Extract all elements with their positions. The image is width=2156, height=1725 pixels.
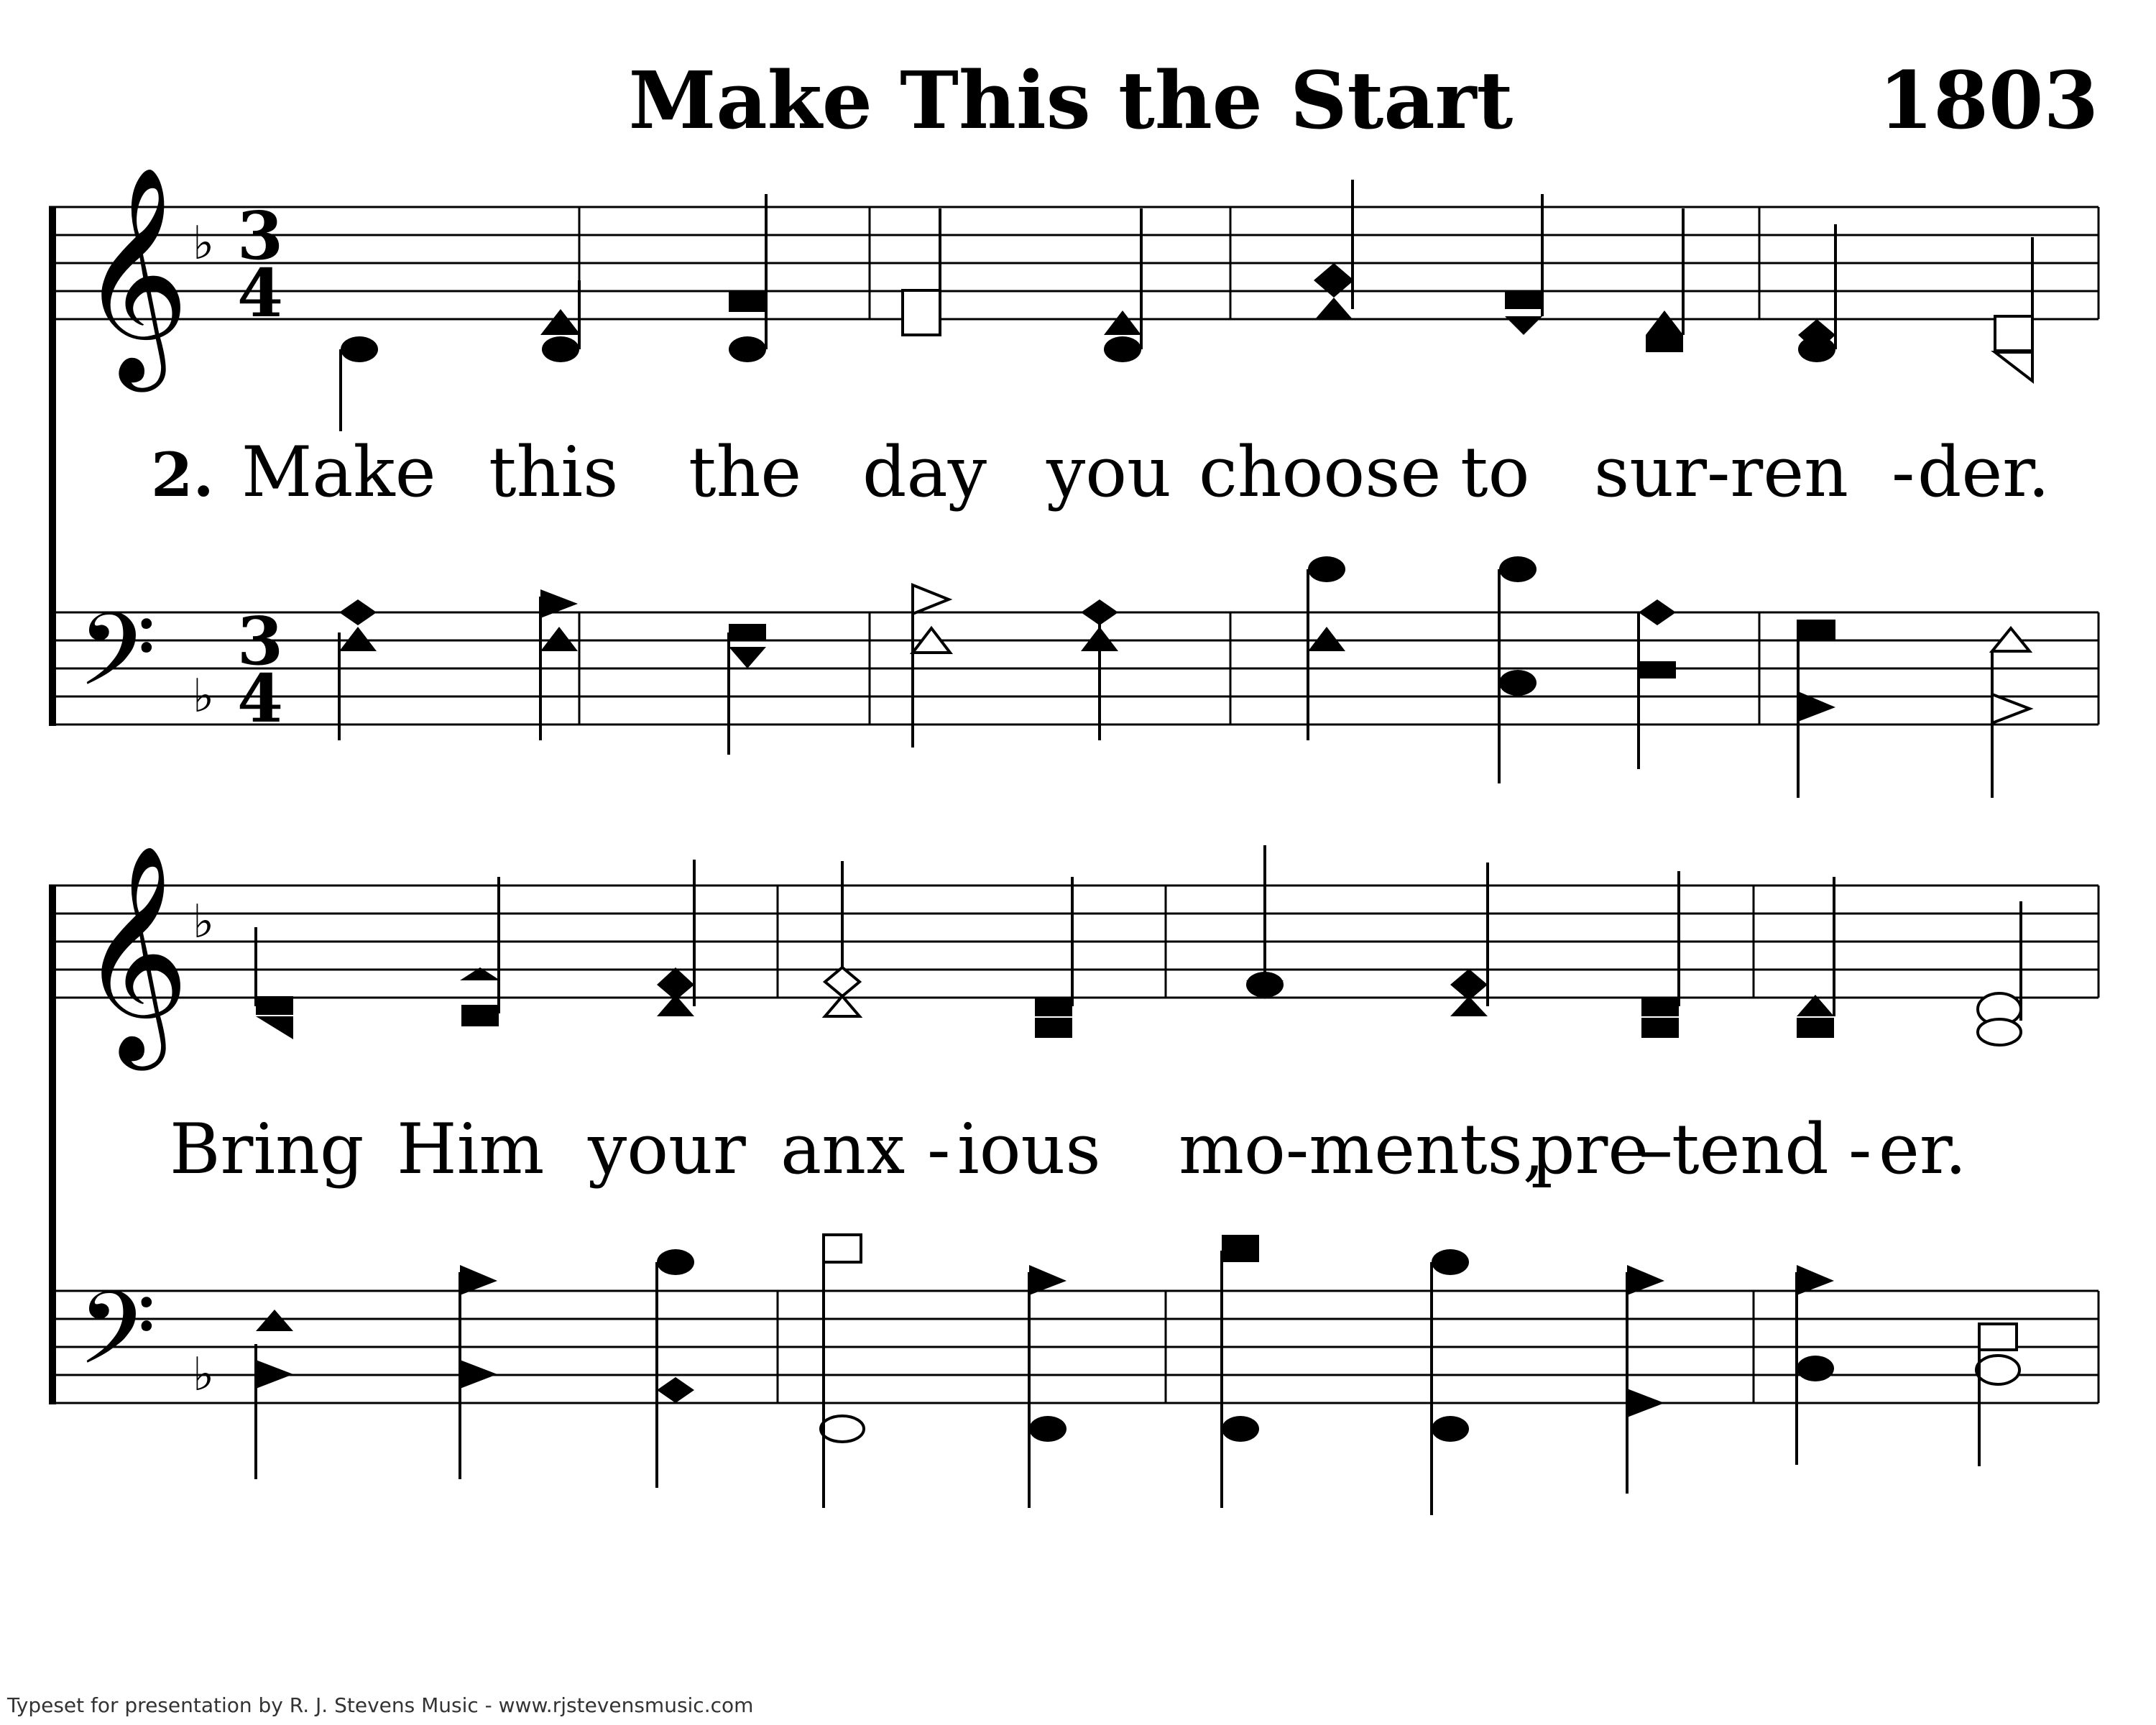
lyric-syllable: choose bbox=[1199, 432, 1442, 512]
note-head bbox=[1505, 290, 1542, 309]
system-bracket bbox=[49, 207, 56, 726]
bass-staff-2 bbox=[49, 1291, 2099, 1403]
time-signature-bottom: 4 bbox=[237, 254, 284, 332]
note-head bbox=[1798, 620, 1835, 641]
lyrics-line-1 bbox=[151, 432, 2050, 512]
hymn-number: 1803 bbox=[1878, 54, 2099, 147]
note-head bbox=[1976, 1356, 2019, 1384]
lyric-syllable: Make bbox=[241, 432, 436, 512]
note-head bbox=[913, 585, 949, 614]
note-head bbox=[1979, 1324, 2017, 1350]
note-head bbox=[1641, 998, 1679, 1016]
note-head bbox=[1641, 1018, 1679, 1038]
lyric-syllable: Bring bbox=[170, 1109, 364, 1190]
note-head bbox=[1499, 670, 1537, 696]
lyric-syllable: you bbox=[1046, 432, 1171, 512]
note-head bbox=[1104, 336, 1141, 362]
note-head bbox=[903, 290, 940, 335]
note-head bbox=[1505, 316, 1542, 335]
note-head bbox=[1314, 263, 1354, 298]
note-head bbox=[1627, 1389, 1664, 1417]
note-head bbox=[1432, 1249, 1469, 1275]
note-head bbox=[1995, 352, 2032, 381]
lyric-syllable: the bbox=[688, 432, 802, 512]
lyric-syllable: to bbox=[1460, 432, 1530, 512]
treble-clef-icon: 𝄞 bbox=[79, 165, 190, 382]
note-head bbox=[1499, 556, 1537, 582]
note-head bbox=[1995, 316, 2032, 351]
note-head bbox=[1315, 298, 1353, 319]
lyric-hyphen: – bbox=[1639, 1109, 1673, 1190]
note-head bbox=[540, 627, 578, 651]
note-head bbox=[729, 336, 766, 362]
note-head bbox=[1646, 335, 1683, 352]
note-head bbox=[1308, 556, 1345, 582]
note-head bbox=[1798, 336, 1835, 362]
lyric-hyphen: - bbox=[1848, 1109, 1872, 1190]
note-head bbox=[1222, 1416, 1259, 1442]
note-head bbox=[339, 599, 377, 625]
note-head bbox=[729, 624, 766, 641]
note-head bbox=[825, 996, 860, 1016]
note-head bbox=[540, 589, 578, 618]
system-2 bbox=[49, 844, 2099, 1515]
note-head bbox=[1797, 1018, 1834, 1038]
flat-icon: ♭ bbox=[193, 1348, 215, 1402]
note-head bbox=[461, 1005, 499, 1026]
time-signature-bottom: 4 bbox=[237, 660, 284, 737]
footer-credit: Typeset for presentation by R. J. Stevens Music - www.rjstevensmusic.com bbox=[7, 1693, 754, 1717]
note-head bbox=[1432, 1416, 1469, 1442]
note-head bbox=[1639, 661, 1676, 678]
note-head bbox=[542, 336, 579, 362]
lyric-syllable: ious bbox=[957, 1109, 1101, 1190]
note-head bbox=[657, 1377, 694, 1403]
note-head bbox=[339, 627, 377, 651]
verse-number: 2. bbox=[151, 439, 214, 510]
bass-clef-icon: 𝄢 bbox=[78, 592, 157, 734]
note-head bbox=[256, 996, 293, 1015]
note-head bbox=[729, 647, 766, 668]
treble-notes-1 bbox=[341, 180, 2032, 431]
note-head bbox=[1104, 310, 1141, 335]
lyric-syllable: this bbox=[489, 432, 619, 512]
note-head bbox=[1222, 1235, 1259, 1262]
time-signature-top: 3 bbox=[237, 197, 284, 275]
lyric-syllable: sur-ren bbox=[1594, 432, 1848, 512]
lyric-syllable: your bbox=[588, 1109, 746, 1190]
note-head bbox=[1029, 1416, 1067, 1442]
flat-icon: ♭ bbox=[193, 670, 215, 723]
note-head bbox=[657, 1249, 694, 1275]
note-head bbox=[729, 290, 766, 312]
note-head bbox=[821, 1416, 864, 1442]
note-head bbox=[825, 967, 860, 996]
note-head bbox=[460, 1360, 497, 1389]
note-head bbox=[1639, 599, 1676, 625]
note-head bbox=[1992, 694, 2030, 723]
note-head bbox=[1035, 998, 1072, 1016]
time-signature-top: 3 bbox=[237, 602, 284, 680]
note-head bbox=[1035, 1018, 1072, 1038]
note-head bbox=[1797, 1356, 1834, 1381]
note-head bbox=[1450, 969, 1488, 1000]
treble-staff-1 bbox=[49, 207, 2099, 319]
flat-icon: ♭ bbox=[193, 896, 215, 949]
system-bracket bbox=[49, 886, 56, 1404]
hymn-title: Make This the Start bbox=[628, 54, 1514, 147]
bass-notes-1 bbox=[339, 556, 2030, 798]
lyric-syllable: pre bbox=[1531, 1109, 1649, 1190]
lyric-syllable: day bbox=[862, 432, 987, 512]
note-head bbox=[256, 1310, 293, 1331]
lyric-syllable: mo-ments, bbox=[1179, 1109, 1545, 1190]
lyric-syllable: tend bbox=[1672, 1109, 1829, 1190]
lyrics-line-2 bbox=[170, 1109, 1967, 1190]
note-head bbox=[256, 1016, 293, 1039]
lyric-syllable: er. bbox=[1879, 1109, 1967, 1190]
lyric-syllable: der. bbox=[1917, 432, 2050, 512]
lyric-hyphen: - bbox=[1892, 432, 1915, 512]
bass-clef-icon: 𝄢 bbox=[78, 1270, 157, 1412]
flat-icon: ♭ bbox=[193, 217, 215, 270]
note-head bbox=[1308, 627, 1345, 651]
note-head bbox=[1450, 996, 1488, 1016]
note-head bbox=[1978, 1019, 2021, 1045]
note-head bbox=[256, 1360, 293, 1389]
note-head bbox=[341, 336, 378, 362]
note-head bbox=[1646, 310, 1683, 335]
note-head bbox=[824, 1235, 861, 1262]
system-1 bbox=[49, 165, 2099, 798]
lyric-hyphen: - bbox=[927, 1109, 951, 1190]
treble-notes-2 bbox=[256, 845, 2021, 1045]
lyric-syllable: Him bbox=[397, 1109, 545, 1190]
lyric-syllable: anx bbox=[780, 1109, 906, 1190]
treble-clef-icon: 𝄞 bbox=[79, 844, 190, 1061]
note-head bbox=[540, 309, 581, 335]
